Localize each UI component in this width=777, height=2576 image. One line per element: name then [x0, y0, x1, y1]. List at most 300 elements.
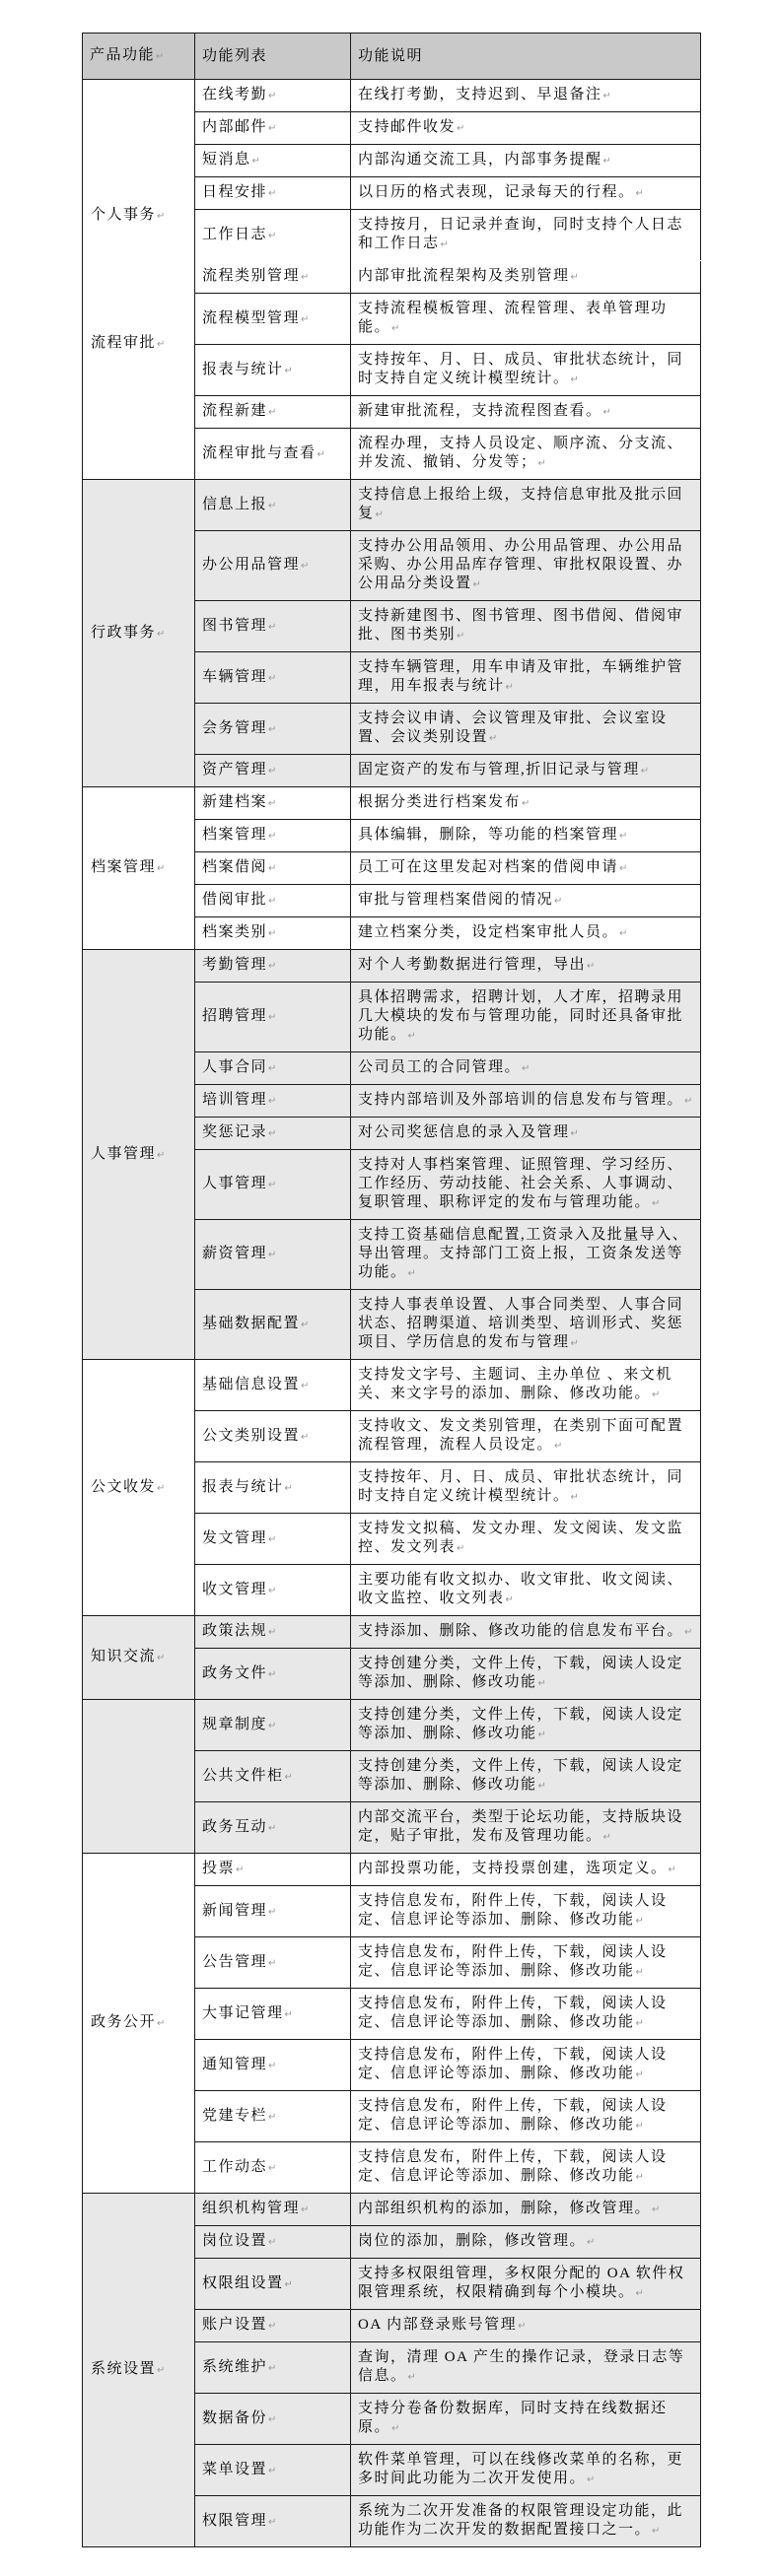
paragraph-mark-icon: ↵ [570, 1338, 579, 1349]
paragraph-mark-icon: ↵ [268, 1906, 277, 1918]
category-cell [83, 1854, 195, 2194]
table-row [83, 1700, 701, 1751]
paragraph-mark-icon: ↵ [268, 1250, 277, 1260]
feature-cell-text: 权限组设置 [202, 2274, 284, 2291]
feature-cell [195, 2091, 351, 2142]
paragraph-mark-icon: ↵ [684, 1627, 693, 1638]
feature-cell [195, 1989, 351, 2040]
feature-cell-text: 报表与统计 [202, 361, 284, 377]
description-cell-text: 支持信息发布，附件上传，下载，阅读人设定、信息评论等添加、删除、修改功能 [358, 1996, 668, 2030]
table-row [83, 950, 701, 983]
paragraph-mark-icon: ↵ [570, 1128, 579, 1139]
feature-cell [195, 1085, 351, 1118]
paragraph-mark-icon: ↵ [268, 961, 277, 972]
feature-cell [195, 2040, 351, 2091]
feature-cell-text: 数据备份 [202, 2409, 268, 2426]
paragraph-mark-icon: ↵ [157, 210, 166, 222]
feature-cell-text: 流程模型管理 [202, 309, 301, 326]
feature-cell [195, 1290, 351, 1360]
description-cell [351, 2310, 701, 2342]
paragraph-mark-icon: ↵ [284, 365, 293, 376]
paragraph-mark-icon: ↵ [537, 458, 546, 469]
paragraph-mark-icon: ↵ [157, 2365, 166, 2376]
feature-cell [195, 652, 351, 704]
feature-cell-text: 工作动态 [202, 2158, 268, 2175]
paragraph-mark-icon: ↵ [489, 733, 498, 744]
paragraph-mark-icon: ↵ [268, 2237, 277, 2248]
table-header [83, 34, 701, 80]
paragraph-mark-icon: ↵ [268, 831, 277, 842]
paragraph-mark-icon: ↵ [375, 509, 384, 520]
description-cell-text: 支持办公用品领用、办公用品管理、办公用品采购、办公用品库存管理、审批权限设置、办公用品分类设置 [358, 538, 684, 591]
description-cell [351, 1462, 701, 1514]
paragraph-mark-icon: ↵ [391, 2423, 400, 2434]
description-cell [351, 787, 701, 820]
feature-cell [195, 1854, 351, 1886]
description-cell [351, 950, 701, 983]
description-cell [351, 2394, 701, 2445]
paragraph-mark-icon: ↵ [635, 2121, 644, 2132]
paragraph-mark-icon: ↵ [440, 239, 449, 250]
description-cell-text: 支持按月，日记录并查询，同时支持个人日志和工作日志 [358, 217, 684, 251]
description-cell [351, 294, 701, 345]
description-cell-text: 在线打考勤，支持迟到、早退备注 [358, 87, 602, 102]
feature-cell-text: 政策法规 [202, 1623, 268, 1639]
paragraph-mark-icon: ↵ [457, 1543, 465, 1554]
paragraph-mark-icon: ↵ [317, 448, 325, 460]
description-cell-text: 对公司奖惩信息的录入及管理 [358, 1124, 570, 1140]
category-label-group [91, 1145, 187, 1165]
description-cell-text: 以日历的格式表现，记录每天的行程。 [358, 184, 635, 200]
paragraph-mark-icon: ↵ [652, 1390, 661, 1400]
feature-cell [195, 80, 351, 112]
description-cell [351, 1989, 701, 2040]
feature-cell [195, 1565, 351, 1616]
feature-cell [195, 1118, 351, 1150]
description-cell [351, 917, 701, 950]
paragraph-mark-icon: ↵ [268, 723, 277, 735]
feature-cell-text: 信息上报 [202, 496, 268, 512]
feature-cell [195, 704, 351, 755]
feature-cell [195, 1411, 351, 1462]
description-cell-text: 固定资产的发布与管理,折旧记录与管理 [358, 762, 640, 778]
paragraph-mark-icon: ↵ [301, 1320, 310, 1330]
category-label-group [91, 858, 187, 878]
description-cell-text: 支持信息发布，附件上传，下载，阅读人设定、信息评论等添加、删除、修改功能 [358, 1944, 668, 1979]
paragraph-mark-icon: ↵ [457, 123, 465, 134]
feature-cell [195, 177, 351, 210]
category-label: 政务公开↵ [91, 2014, 166, 2030]
paragraph-mark-icon: ↵ [457, 631, 465, 642]
description-cell [351, 755, 701, 787]
description-cell-text: 支持信息发布，附件上传，下载，阅读人设定、信息评论等添加、删除、修改功能 [358, 2098, 668, 2133]
description-cell-text: OA 内部登录账号管理 [358, 2317, 518, 2333]
feature-cell [195, 1886, 351, 1937]
feature-cell [195, 885, 351, 917]
description-cell [351, 1700, 701, 1751]
paragraph-mark-icon: ↵ [157, 1149, 166, 1161]
description-cell-text: 支持创建分类，文件上传，下载，阅读人设定等添加、删除、修改功能 [358, 1656, 684, 1690]
paragraph-mark-icon: ↵ [602, 407, 611, 418]
feature-cell-text: 政务互动 [202, 1818, 268, 1835]
feature-cell-text: 车辆管理 [202, 668, 268, 685]
paragraph-mark-icon: ↵ [268, 1128, 277, 1139]
paragraph-mark-icon: ↵ [157, 1482, 166, 1494]
feature-cell-text: 公共文件柜 [202, 1767, 284, 1784]
header-label: 功能说明 [358, 47, 424, 64]
feature-cell [195, 480, 351, 531]
table-row [83, 480, 701, 531]
category-label: 系统设置↵ [91, 2361, 166, 2377]
description-cell [351, 1886, 701, 1937]
paragraph-mark-icon: ↵ [268, 672, 277, 684]
category-cell [83, 1616, 195, 1700]
feature-cell-text: 政务文件 [202, 1664, 268, 1681]
feature-cell-text: 发文管理 [202, 1529, 268, 1546]
feature-cell [195, 1937, 351, 1989]
table-row [83, 1854, 701, 1886]
category-cell [83, 950, 195, 1360]
description-cell-text: 审批与管理档案借阅的情况 [358, 892, 554, 908]
feature-cell [195, 2226, 351, 2259]
paragraph-mark-icon: ↵ [537, 1678, 546, 1689]
description-cell-text: 内部投票功能，支持投票创建，选项定义。 [358, 1861, 668, 1876]
description-cell-text: 支持流程模板管理、流程管理、表单管理功能。 [358, 301, 668, 335]
description-cell [351, 210, 701, 261]
description-cell [351, 2091, 701, 2142]
feature-cell [195, 145, 351, 177]
description-cell [351, 885, 701, 917]
description-cell-text: 支持按年、月、日、成员、审批状态统计，同时支持自定义统计模型统计。 [358, 352, 684, 386]
paragraph-mark-icon: ↵ [537, 1781, 546, 1792]
category-cell [83, 1700, 195, 1854]
description-cell-text: 支持邮件收发 [358, 119, 457, 135]
category-label: 公文收发↵ [91, 1478, 166, 1495]
paragraph-mark-icon: ↵ [301, 561, 310, 572]
description-cell [351, 2226, 701, 2259]
feature-cell-text: 培训管理 [202, 1092, 268, 1108]
paragraph-mark-icon: ↵ [522, 798, 530, 809]
description-cell [351, 345, 701, 396]
feature-cell-text: 档案类别 [202, 924, 268, 940]
paragraph-mark-icon: ↵ [522, 1063, 530, 1074]
paragraph-mark-icon: ↵ [284, 1482, 293, 1494]
paragraph-mark-icon: ↵ [157, 338, 166, 350]
description-cell [351, 2445, 701, 2496]
feature-cell-text: 报表与统计 [202, 1478, 284, 1495]
feature-cell [195, 2194, 351, 2226]
description-cell [351, 261, 701, 294]
description-cell-text: 内部交流平台，类型于论坛功能，支持版块设定，贴子审批，发布及管理功能。 [358, 1809, 684, 1844]
header-label: 功能列表 [202, 47, 268, 64]
description-cell-text: 软件菜单管理，可以在线修改菜单的名称，更多时间此功能为二次开发使用。 [358, 2452, 684, 2486]
description-cell [351, 1565, 701, 1616]
feature-cell-text: 菜单设置 [202, 2461, 268, 2477]
feature-cell [195, 1052, 351, 1085]
description-cell [351, 2194, 701, 2226]
description-cell [351, 145, 701, 177]
category-label: 知识交流↵ [91, 1649, 166, 1664]
description-cell [351, 820, 701, 852]
paragraph-mark-icon: ↵ [268, 928, 277, 939]
paragraph-mark-icon: ↵ [407, 1031, 416, 1042]
header-product-function [83, 34, 195, 80]
paragraph-mark-icon: ↵ [619, 928, 628, 939]
paragraph-mark-icon: ↵ [554, 896, 563, 907]
category-label: 人事管理↵ [91, 1145, 166, 1162]
feature-cell-text: 权限管理 [202, 2512, 268, 2529]
feature-cell [195, 396, 351, 429]
description-cell-text: 支持内部培训及外部培训的信息发布与管理。 [358, 1092, 684, 1108]
description-cell [351, 601, 701, 652]
description-cell [351, 2496, 701, 2547]
paragraph-mark-icon: ↵ [157, 1653, 166, 1663]
description-cell [351, 480, 701, 531]
description-cell-text: 支持人事表单设置、人事合同类型、人事合同状态、招聘渠道、培训类型、培训形式、奖惩项目、学历信息的发布与管理 [358, 1297, 684, 1350]
paragraph-mark-icon: ↵ [587, 2237, 596, 2248]
paragraph-mark-icon: ↵ [268, 1627, 277, 1638]
description-cell [351, 1751, 701, 1802]
category-label: 个人事务↵ [91, 206, 166, 223]
category-label-group [91, 1478, 187, 1498]
feature-cell-text: 内部邮件 [202, 119, 268, 135]
description-cell-text: 建立档案分类，设定档案审批人员。 [358, 924, 619, 940]
description-cell [351, 396, 701, 429]
paragraph-mark-icon: ↵ [505, 1594, 514, 1605]
paragraph-mark-icon: ↵ [268, 2111, 277, 2123]
paragraph-mark-icon: ↵ [268, 766, 277, 777]
description-cell-text: 支持按年、月、日、成员、审批状态统计，同时支持自定义统计模型统计。 [358, 1469, 684, 1504]
product-features-table [82, 33, 701, 2547]
feature-cell [195, 112, 351, 145]
feature-cell [195, 2142, 351, 2194]
category-label: 行政事务↵ [91, 624, 166, 641]
description-cell [351, 1411, 701, 1462]
paragraph-mark-icon: ↵ [268, 1668, 277, 1680]
description-cell [351, 177, 701, 210]
paragraph-mark-icon: ↵ [635, 188, 644, 199]
description-cell-text: 支持多权限组管理，多权限分配的 OA 软件权限管理系统，权限精确到每个小模块。 [358, 2266, 685, 2300]
feature-cell-text: 人事管理 [202, 1176, 268, 1191]
description-cell-text: 具体编辑，删除，等功能的档案管理 [358, 827, 619, 843]
feature-cell-text: 组织机构管理 [202, 2201, 301, 2216]
feature-cell [195, 2496, 351, 2547]
description-cell [351, 1854, 701, 1886]
paragraph-mark-icon: ↵ [268, 2413, 277, 2425]
description-cell [351, 531, 701, 601]
paragraph-mark-icon: ↵ [268, 1957, 277, 1969]
paragraph-mark-icon: ↵ [268, 1096, 277, 1107]
category-cell [83, 480, 195, 787]
description-cell-text: 查询，清理 OA 产生的操作记录，登录日志等信息。 [358, 2349, 685, 2384]
category-label: 流程审批↵ [91, 334, 166, 351]
table-row [83, 1616, 701, 1649]
category-cell [83, 1360, 195, 1616]
paragraph-mark-icon: ↵ [268, 863, 277, 874]
feature-cell-text: 奖惩记录 [202, 1124, 268, 1140]
table-row [83, 80, 701, 112]
feature-cell-text: 短消息 [202, 152, 251, 168]
feature-cell-text: 工作日志 [202, 226, 268, 242]
category-label-group [91, 2013, 187, 2033]
description-cell [351, 112, 701, 145]
description-cell [351, 2259, 701, 2310]
table-row [83, 2194, 701, 2226]
category-label-group [91, 206, 187, 354]
feature-cell-text: 在线考勤 [202, 87, 268, 102]
feature-cell [195, 2394, 351, 2445]
feature-cell-text: 新建档案 [202, 794, 268, 810]
description-cell-text: 员工可在这里发起对档案的借阅申请 [358, 859, 619, 875]
paragraph-mark-icon: ↵ [505, 682, 514, 693]
feature-cell-text: 资产管理 [202, 762, 268, 778]
feature-cell-text: 会务管理 [202, 719, 268, 736]
paragraph-mark-icon: ↵ [268, 2321, 277, 2332]
paragraph-mark-icon: ↵ [301, 1380, 310, 1391]
feature-cell [195, 1220, 351, 1290]
paragraph-mark-icon: ↵ [407, 1268, 416, 1279]
paragraph-mark-icon: ↵ [652, 2204, 661, 2215]
paragraph-mark-icon: ↵ [668, 1864, 676, 1875]
feature-cell-text: 考勤管理 [202, 957, 268, 973]
feature-cell-text: 薪资管理 [202, 1246, 268, 1261]
feature-cell-text: 党建专栏 [202, 2107, 268, 2124]
paragraph-mark-icon: ↵ [587, 2474, 596, 2485]
description-cell [351, 1937, 701, 1989]
feature-cell-text: 借阅审批 [202, 892, 268, 908]
paragraph-mark-icon: ↵ [268, 1585, 277, 1596]
feature-cell [195, 345, 351, 396]
paragraph-mark-icon: ↵ [284, 2278, 293, 2290]
header-feature-description [351, 34, 701, 80]
paragraph-mark-icon: ↵ [635, 2172, 644, 2183]
feature-cell [195, 983, 351, 1052]
description-cell-text: 支持工资基础信息配置,工资录入及批量导入、导出管理。支持部门工资上报，工资条发送等功能。 [358, 1227, 689, 1280]
paragraph-mark-icon: ↵ [157, 863, 166, 874]
description-cell-text: 支持对人事档案管理、证照管理、学习经历、工作经历、劳动技能、社会关系、人事调动、复职管理、职称评定的发布与管理功能。 [358, 1157, 684, 1210]
table-row [83, 1360, 701, 1411]
category-label-group [91, 2360, 187, 2380]
feature-cell-text: 系统维护 [202, 2358, 268, 2375]
paragraph-mark-icon: ↵ [619, 863, 628, 874]
feature-cell [195, 1360, 351, 1411]
paragraph-mark-icon: ↵ [619, 831, 628, 842]
description-cell [351, 1802, 701, 1854]
description-cell [351, 1616, 701, 1649]
feature-cell-text: 投票 [202, 1861, 236, 1876]
paragraph-mark-icon: ↵ [537, 1729, 546, 1740]
description-cell [351, 1118, 701, 1150]
paragraph-mark-icon: ↵ [602, 1832, 611, 1843]
paragraph-mark-icon: ↵ [635, 2288, 644, 2299]
description-cell [351, 983, 701, 1052]
feature-cell-text: 账户设置 [202, 2317, 268, 2333]
paragraph-mark-icon: ↵ [472, 579, 481, 590]
feature-cell-text: 收文管理 [202, 1581, 268, 1597]
category-label-group [91, 624, 187, 644]
paragraph-mark-icon: ↵ [157, 2018, 166, 2029]
paragraph-mark-icon: ↵ [635, 2069, 644, 2080]
feature-cell-text: 基础信息设置 [202, 1376, 301, 1392]
paragraph-mark-icon: ↵ [268, 2162, 277, 2174]
paragraph-mark-icon: ↵ [640, 766, 650, 777]
category-label-group [91, 1648, 187, 1667]
paragraph-mark-icon: ↵ [602, 156, 611, 167]
feature-cell [195, 1649, 351, 1700]
feature-cell [195, 531, 351, 601]
feature-cell-text: 日程安排 [202, 184, 268, 200]
feature-cell-text: 档案管理 [202, 827, 268, 843]
description-cell [351, 1150, 701, 1220]
paragraph-mark-icon: ↵ [268, 798, 277, 809]
paragraph-mark-icon: ↵ [587, 961, 596, 972]
description-cell [351, 1052, 701, 1085]
paragraph-mark-icon: ↵ [268, 230, 277, 241]
paragraph-mark-icon: ↵ [635, 1916, 644, 1927]
paragraph-mark-icon: ↵ [570, 272, 579, 283]
header-feature-list [195, 34, 351, 80]
feature-cell-text: 档案借阅 [202, 859, 268, 875]
feature-cell [195, 2342, 351, 2394]
feature-cell-text: 图书管理 [202, 617, 268, 634]
paragraph-mark-icon: ↵ [236, 1864, 245, 1875]
paragraph-mark-icon: ↵ [268, 2516, 277, 2528]
paragraph-mark-icon: ↵ [268, 2060, 277, 2071]
feature-cell [195, 917, 351, 950]
paragraph-mark-icon: ↵ [284, 1771, 293, 1783]
feature-cell-text: 流程审批与查看 [202, 444, 317, 461]
paragraph-mark-icon: ↵ [602, 91, 611, 102]
paragraph-mark-icon: ↵ [301, 2204, 310, 2215]
description-cell-text: 支持添加、删除、修改功能的信息发布平台。 [358, 1623, 684, 1639]
description-cell [351, 2342, 701, 2394]
feature-cell-text: 大事记管理 [202, 2004, 284, 2021]
paragraph-mark-icon: ↵ [652, 1198, 661, 1209]
description-cell [351, 1649, 701, 1700]
description-cell-text: 新建审批流程，支持流程图查看。 [358, 403, 602, 419]
paragraph-mark-icon: ↵ [635, 1967, 644, 1978]
paragraph-mark-icon: ↵ [570, 374, 579, 385]
paragraph-mark-icon: ↵ [268, 1180, 277, 1190]
description-cell-text: 支持分卷备份数据库，同时支持在线数据还原。 [358, 2401, 668, 2435]
description-cell-text: 对个人考勤数据进行管理，导出 [358, 957, 587, 973]
paragraph-mark-icon: ↵ [157, 628, 166, 640]
feature-cell-text: 人事合同 [202, 1059, 268, 1075]
feature-cell [195, 1514, 351, 1565]
feature-cell [195, 2310, 351, 2342]
feature-cell-text: 岗位设置 [202, 2233, 268, 2249]
paragraph-mark-icon: ↵ [268, 1012, 277, 1023]
paragraph-mark-icon: ↵ [268, 1720, 277, 1731]
feature-cell [195, 950, 351, 983]
paragraph-mark-icon: ↵ [268, 1822, 277, 1834]
paragraph-mark-icon: ↵ [268, 2362, 277, 2374]
feature-cell [195, 1616, 351, 1649]
paragraph-mark-icon: ↵ [268, 1063, 277, 1074]
feature-cell-text: 新闻管理 [202, 1902, 268, 1919]
feature-cell [195, 852, 351, 885]
description-cell-text: 流程办理，支持人员设定、顺序流、分支流、并发流、撤销、分发等； [358, 436, 684, 470]
feature-cell-text: 规章制度 [202, 1716, 268, 1732]
feature-cell [195, 429, 351, 480]
description-cell [351, 429, 701, 480]
description-cell-text: 支持新建图书、图书管理、图书借阅、借阅审批、图书类别 [358, 608, 684, 643]
description-cell [351, 652, 701, 704]
paragraph-mark-icon: ↵ [301, 272, 310, 283]
paragraph-mark-icon: ↵ [268, 1533, 277, 1545]
paragraph-mark-icon: ↵ [268, 188, 277, 199]
description-cell [351, 80, 701, 112]
